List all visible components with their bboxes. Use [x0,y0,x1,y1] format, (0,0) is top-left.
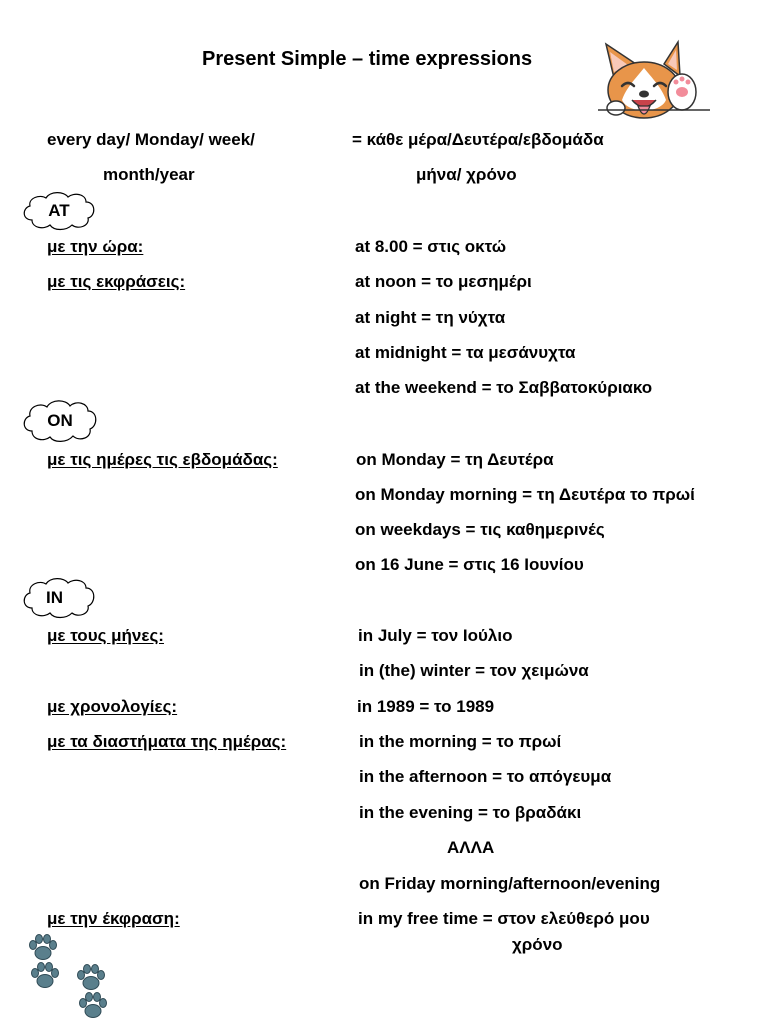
in-cloud-badge [20,576,98,620]
on-example-2: on Monday morning = τη Δευτέρα το πρωί [355,485,695,504]
but-label: ΑΛΛΑ [447,838,495,857]
at-example-3: at night = τη νύχτα [355,308,506,327]
in-example-6: in the evening = το βραδάκι [359,803,582,822]
paw-print-icon [30,962,60,990]
on-example-4: on 16 June = στις 16 Ιουνίου [355,555,584,574]
corgi-mascot-icon [592,30,720,138]
in-category-day-parts: με τα διαστήματα της ημέρας: [47,732,287,751]
intro-right-1: = κάθε μέρα/Δευτέρα/εβδομάδα [352,130,604,149]
in-example-3: in 1989 = το 1989 [357,697,495,716]
on-label: ON [47,411,73,430]
in-example-7: on Friday morning/afternoon/evening [359,874,661,893]
in-example-2: in (the) winter = τον χειμώνα [359,661,589,680]
at-category-expressions: με τις εκφράσεις: [47,272,186,291]
at-label: AT [48,201,70,220]
paw-print-icon [28,934,58,962]
at-example-4: at midnight = τα μεσάνυχτα [355,343,576,362]
in-label: IN [46,588,63,607]
paw-print-icon [76,964,106,992]
intro-left-1: every day/ Monday/ week/ [47,130,255,149]
intro-left-2: month/year [103,165,195,184]
intro-right-2: μήνα/ χρόνο [416,165,517,184]
at-example-5: at the weekend = το Σαββατοκύριακο [355,378,653,397]
in-example-4: in the morning = το πρωί [359,732,562,751]
on-example-1: on Monday = τη Δευτέρα [356,450,554,469]
on-category-days: με τις ημέρες τις εβδομάδας: [47,450,278,469]
in-category-months: με τους μήνες: [47,626,164,645]
paw-print-icon [78,992,108,1020]
in-example-1: in July = τον Ιούλιο [358,626,513,645]
in-example-8a: in my free time = στον ελεύθερό μου [358,909,650,928]
in-category-years: με χρονολογίες: [47,697,178,716]
on-cloud-badge [20,398,100,444]
in-example-8b: χρόνο [512,935,563,954]
page-title: Present Simple – time expressions [202,48,533,70]
at-category-hour: με την ώρα: [47,237,144,256]
in-category-expression: με την έκφραση: [47,909,180,928]
at-example-2: at noon = το μεσημέρι [355,272,532,291]
at-example-1: at 8.00 = στις οκτώ [355,237,507,256]
on-example-3: on weekdays = τις καθημερινές [355,520,605,539]
in-example-5: in the afternoon = το απόγευμα [359,767,612,786]
at-cloud-badge [20,190,98,232]
